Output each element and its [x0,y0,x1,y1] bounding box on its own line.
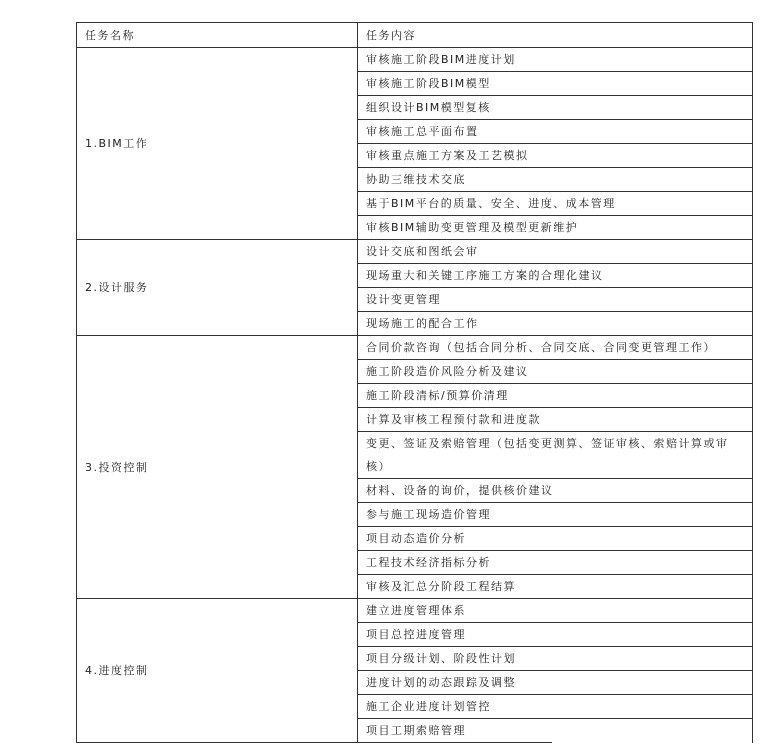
task-item: 协助三维技术交底 [358,168,753,192]
task-item: 基于BIM平台的质量、安全、进度、成本管理 [358,192,753,216]
task-item: 施工企业进度计划管控 [358,695,753,719]
task-item: 项目总控进度管理 [358,623,753,647]
task-item: 设计交底和图纸会审 [358,240,753,264]
task-item: 变更、签证及索赔管理（包括变更测算、签证审核、索赔计算或审核） [358,432,753,479]
task-item: 现场施工的配合工作 [358,312,753,336]
table-header-row [77,23,753,48]
task-item: 施工阶段造价风险分析及建议 [358,360,753,384]
group-name-design: 2.设计服务 [77,240,358,336]
table-row [77,599,753,623]
table-row [77,240,753,264]
task-item: 现场重大和关键工序施工方案的合理化建议 [358,264,753,288]
group-name-schedule: 4.进度控制 [77,599,358,743]
task-item: 项目工期索赔管理 [358,719,753,743]
group-name-bim: 1.BIM工作 [77,48,358,240]
task-item: 计算及审核工程预付款和进度款 [358,408,753,432]
task-item: 设计变更管理 [358,288,753,312]
task-item: 审核重点施工方案及工艺模拟 [358,144,753,168]
task-item: 材料、设备的询价，提供核价建议 [358,479,753,503]
table-row [77,336,753,360]
group-name-investment: 3.投资控制 [77,336,358,599]
task-item: 建立进度管理体系 [358,599,753,623]
task-item: 合同价款咨询（包括合同分析、合同交底、合同变更管理工作） [358,336,753,360]
header-task-content: 任务内容 [358,23,753,48]
task-item: 审核施工阶段BIM进度计划 [358,48,753,72]
task-item: 审核施工阶段BIM模型 [358,72,753,96]
task-item: 项目分级计划、阶段性计划 [358,647,753,671]
task-item: 参与施工现场造价管理 [358,503,753,527]
task-item: 审核BIM辅助变更管理及模型更新维护 [358,216,753,240]
page-crop-edge [552,720,752,748]
header-task-name: 任务名称 [77,23,358,48]
task-table [76,22,753,743]
task-item: 进度计划的动态跟踪及调整 [358,671,753,695]
task-item: 工程技术经济指标分析 [358,551,753,575]
task-item: 审核施工总平面布置 [358,120,753,144]
task-item: 组织设计BIM模型复核 [358,96,753,120]
task-item: 项目动态造价分析 [358,527,753,551]
task-item: 施工阶段清标/预算价清理 [358,384,753,408]
table-row [77,48,753,72]
task-item: 审核及汇总分阶段工程结算 [358,575,753,599]
